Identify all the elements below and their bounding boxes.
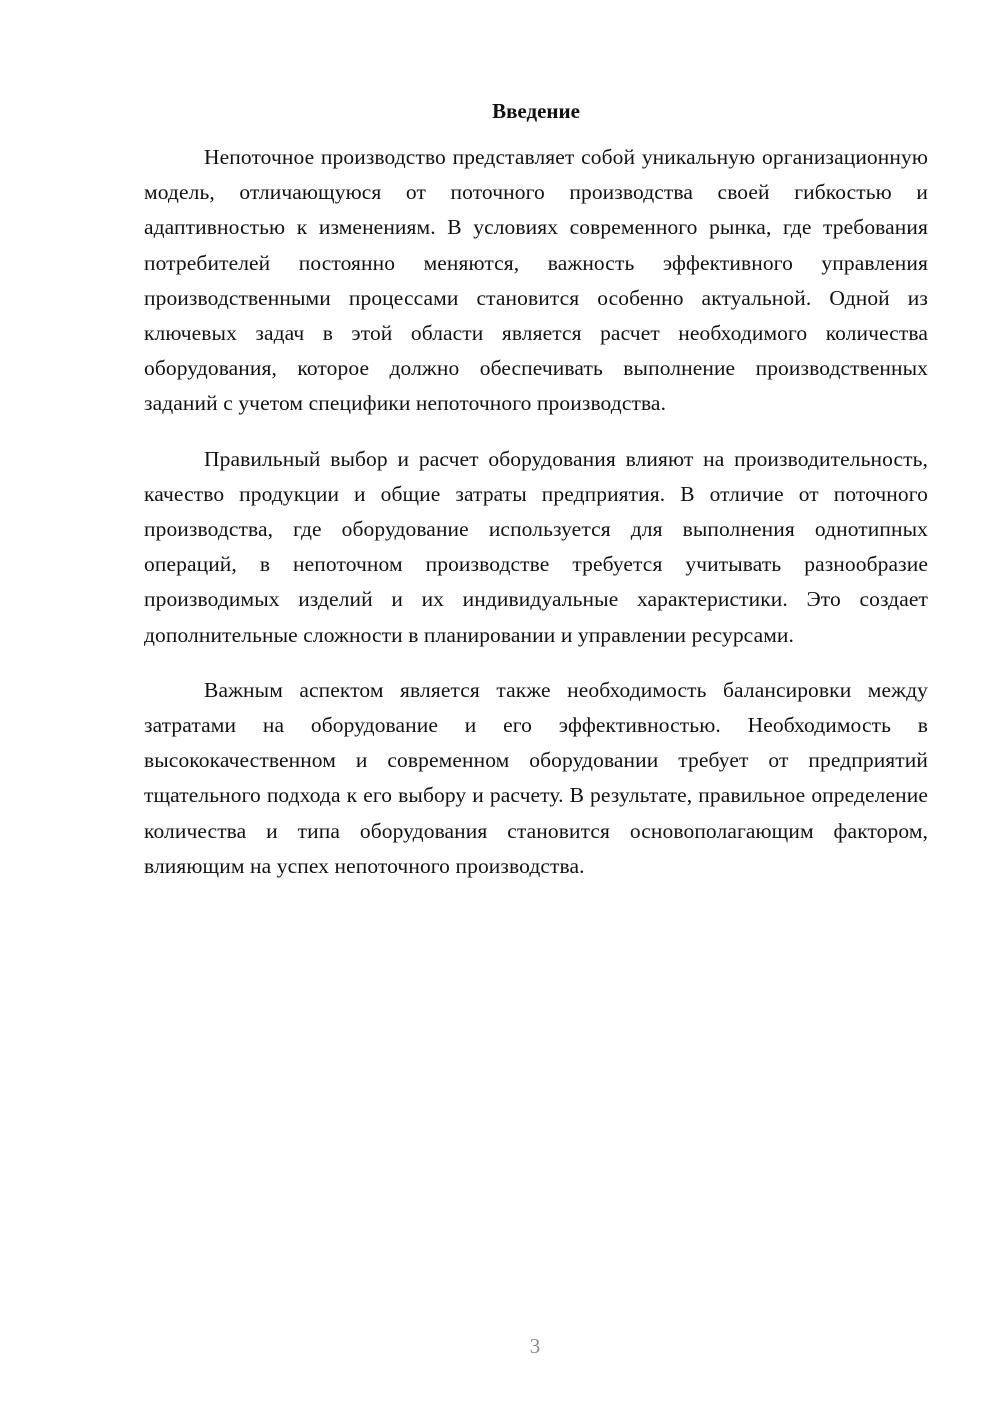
page-number: 3 bbox=[529, 1334, 541, 1358]
paragraph-3: Важным аспектом является также необходимость балансировки между затратами на оборудование и его эффективностью. Необходимость в высококачественном и современном оборудовании требует от предприятий тщательного подхода к его выбору и расчету. В результате, правильное определение количества и типа оборудования становится основополагающим фактором, влияющим на успех непоточного производства. bbox=[144, 677, 928, 878]
paragraph-1: Непоточное производство представляет собой уникальную организационную модель, отличающуюся от поточного производства своей гибкостью и адаптивностью к изменениям. В условиях современного рынка, где требования потребителей постоянно меняются, важность эффективного управления производственными процессами становится особенно актуальной. Одной из ключевых задач в этой области является расчет необходимого количества оборудования, которое должно обеспечивать выполнение производственных заданий с учетом специфики непоточного производства. bbox=[144, 145, 928, 416]
page-content bbox=[144, 96, 928, 884]
section-title: Введение bbox=[492, 99, 580, 123]
paragraph-2: Правильный выбор и расчет оборудования влияют на производительность, качество продукции и общие затраты предприятия. В отличие от поточного производства, где оборудование используется для выполнения однотипных операций, в непоточном производстве требуется учитывать разнообразие производимых изделий и их индивидуальные характеристики. Это создает дополнительные сложности в планировании и управлении ресурсами. bbox=[144, 446, 928, 647]
